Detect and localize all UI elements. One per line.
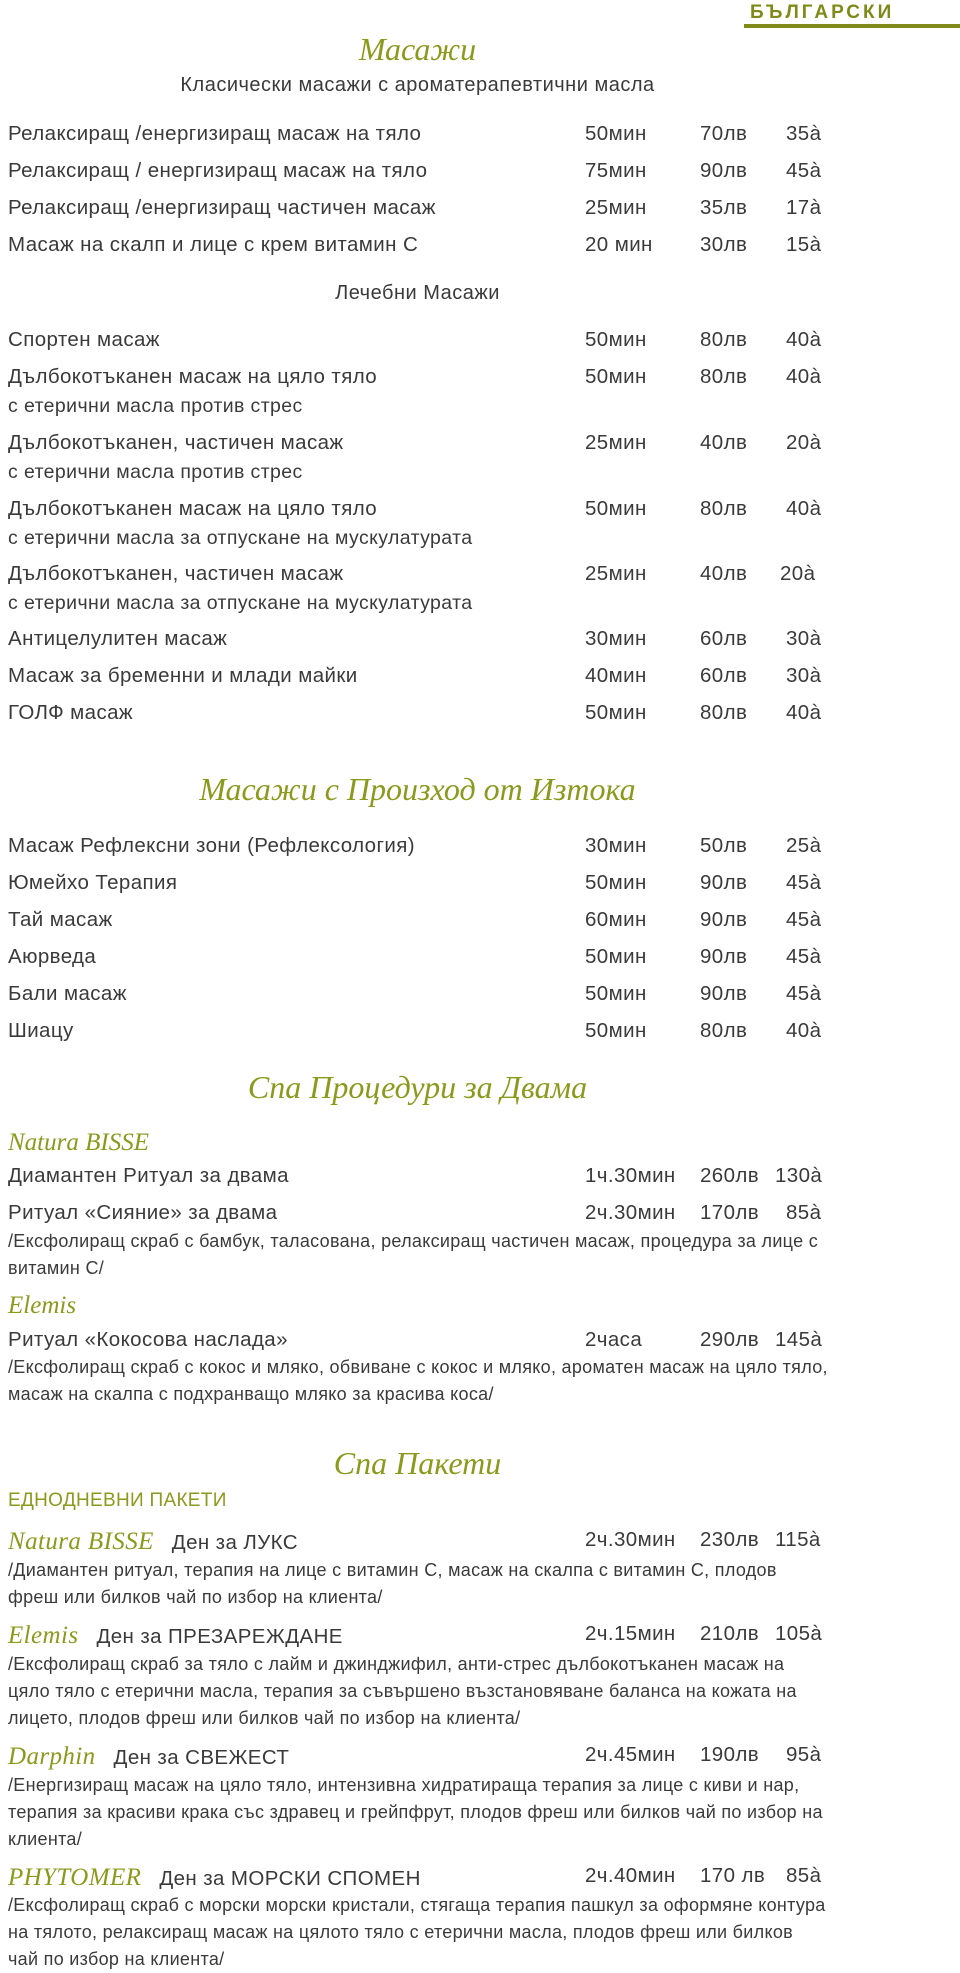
item-duration: 1ч.30мин [585, 1164, 676, 1187]
item-description: /Ексфолиращ скраб с бамбук, таласована, релаксиращ частичен масаж, процедура за лице с витамин С/ [8, 1231, 818, 1278]
item-subtext: с етерични масла за отпускане на мускулатурата [8, 592, 473, 614]
classic-subtitle: Класически масажи с ароматерапевтични масла [180, 74, 655, 96]
item-price-bgn: 60лв [700, 664, 748, 687]
item-duration: 2ч.15мин [585, 1622, 676, 1645]
item-price-eur: 45à [786, 908, 822, 931]
item-duration: 50мин [585, 945, 647, 968]
menu-row [8, 1201, 828, 1231]
packages-subtitle: ЕДНОДНЕВНИ ПАКЕТИ [8, 1490, 227, 1511]
menu-row [8, 196, 828, 226]
package-description: /Енергизиращ масаж на цяло тяло, интензивна хидратираща терапия за лице с киви и нар, терапия за красиви крака със здравец и грейпфрут, плодов фреш или билков чай по избор на клиента/ [8, 1775, 823, 1849]
item-price-bgn: 40лв [700, 431, 748, 454]
package-brand: Natura BISSE [8, 1528, 154, 1555]
item-name: Спортен масаж [8, 328, 160, 351]
item-duration: 25мин [585, 562, 647, 585]
package-row [8, 1622, 828, 1652]
package-description: /Ексфолиращ скраб за тяло с лайм и джинджифил, анти-стрес дълбокотъканен масаж на цяло тяло с етерични масла, терапия за съвършено възстановяване баланса на кожата на лицето, плодов фреш или билков чай по избор на клиента/ [8, 1654, 797, 1728]
item-name: Бали масаж [8, 982, 127, 1005]
item-name: Ритуал «Кокосова наслада» [8, 1328, 288, 1351]
package-row [8, 1743, 828, 1773]
item-price-eur: 30à [786, 627, 822, 650]
section-title-couples: Спа Процедури за Двама [247, 1069, 588, 1105]
item-duration: 20 мин [585, 233, 653, 256]
item-price-bgn: 80лв [700, 701, 748, 724]
menu-row [8, 834, 828, 864]
item-name: Дълбокотъканен масаж на цяло тяло [8, 497, 378, 520]
item-name: Ритуал «Сияние» за двама [8, 1201, 278, 1224]
language-label[interactable]: БЪЛГАРСКИ [744, 2, 960, 28]
therapeutic-subtitle: Лечебни Масажи [335, 282, 500, 304]
item-name: Релаксиращ /енергизиращ масаж на тяло [8, 122, 422, 145]
menu-row [8, 945, 828, 975]
item-price-bgn: 230лв [700, 1528, 760, 1551]
menu-row [8, 664, 828, 694]
item-price-eur: 40à [786, 365, 822, 388]
item-price-bgn: 35лв [700, 196, 748, 219]
menu-row [8, 431, 828, 461]
package-brand: PHYTOMER [8, 1864, 142, 1891]
item-name: Антицелулитен масаж [8, 627, 228, 650]
package-name: Ден за ПРЕЗАРЕЖДАНЕ [96, 1625, 343, 1648]
item-duration: 30мин [585, 627, 647, 650]
item-name: Масаж за бременни и млади майки [8, 664, 358, 687]
item-name: Релаксиращ / енергизиращ масаж на тяло [8, 159, 428, 182]
item-name: Масаж Рефлексни зони (Рефлексология) [8, 834, 415, 857]
item-price-bgn: 40лв [700, 562, 748, 585]
brand-elemis: Elemis [8, 1292, 77, 1319]
menu-row [8, 908, 828, 938]
item-name: Аюрведа [8, 945, 97, 968]
item-price-bgn: 90лв [700, 871, 748, 894]
item-duration: 50мин [585, 365, 647, 388]
brand-natura-bisse: Natura BISSE [8, 1129, 149, 1156]
item-subtext: с етерични масла против стрес [8, 461, 303, 483]
menu-row [8, 1019, 828, 1049]
item-price-eur: 105à [775, 1622, 823, 1645]
item-subtext: с етерични масла за отпускане на мускулатурата [8, 527, 473, 549]
package-row [8, 1864, 828, 1894]
item-duration: 25мин [585, 431, 647, 454]
item-duration: 2ч.40мин [585, 1864, 676, 1887]
item-duration: 50мин [585, 122, 647, 145]
item-name: Диамантен Ритуал за двама [8, 1164, 289, 1187]
item-duration: 30мин [585, 834, 647, 857]
item-duration: 2ч.30мин [585, 1528, 676, 1551]
item-price-bgn: 290лв [700, 1328, 760, 1351]
item-name: Дълбокотъканен, частичен масаж [8, 431, 344, 454]
item-duration: 40мин [585, 664, 647, 687]
item-price-bgn: 190лв [700, 1743, 760, 1766]
item-price-eur: 95à [786, 1743, 822, 1766]
item-name: Юмейхо Терапия [8, 871, 178, 894]
item-price-eur: 40à [786, 497, 822, 520]
item-name: Дълбокотъканен масаж на цяло тяло [8, 365, 378, 388]
section-title-eastern: Масажи с Произход от Изтока [199, 771, 636, 807]
item-price-eur: 40à [786, 328, 822, 351]
item-price-bgn: 90лв [700, 945, 748, 968]
item-price-bgn: 30лв [700, 233, 748, 256]
package-name: Ден за СВЕЖЕСТ [113, 1746, 290, 1769]
item-price-eur: 85à [786, 1864, 822, 1887]
item-name: Масаж на скалп и лице с крем витамин С [8, 233, 419, 256]
item-name: Шиацу [8, 1019, 74, 1042]
item-duration: 2ч.30мин [585, 1201, 676, 1224]
item-name: Релаксиращ /енергизиращ частичен масаж [8, 196, 436, 219]
package-row [8, 1528, 828, 1558]
item-price-eur: 85à [786, 1201, 822, 1224]
menu-row [8, 233, 828, 263]
item-price-bgn: 80лв [700, 497, 748, 520]
item-name: Тай масаж [8, 908, 113, 931]
item-price-bgn: 90лв [700, 159, 748, 182]
menu-row [8, 497, 828, 527]
item-price-bgn: 70лв [700, 122, 748, 145]
item-price-bgn: 80лв [700, 328, 748, 351]
item-name: ГОЛФ масаж [8, 701, 134, 724]
item-price-eur: 40à [786, 1019, 822, 1042]
menu-row [8, 365, 828, 395]
item-price-eur: 45à [786, 945, 822, 968]
item-price-bgn: 50лв [700, 834, 748, 857]
item-price-eur: 20à [786, 431, 822, 454]
item-price-bgn: 60лв [700, 627, 748, 650]
item-price-bgn: 170 лв [700, 1864, 766, 1887]
menu-row [8, 159, 828, 189]
item-price-eur: 15à [786, 233, 822, 256]
item-description: /Ексфолиращ скраб с кокос и мляко, обвиване с кокос и мляко, ароматен масаж на цяло тяло, масаж на скалпа с подхранващо мляко за красива коса/ [8, 1357, 828, 1404]
item-duration: 50мин [585, 497, 647, 520]
item-duration: 50мин [585, 871, 647, 894]
item-duration: 50мин [585, 982, 647, 1005]
package-brand: Darphin [8, 1743, 96, 1770]
menu-row [8, 627, 828, 657]
item-price-eur: 30à [786, 664, 822, 687]
menu-row [8, 562, 828, 592]
menu-row [8, 982, 828, 1012]
item-price-bgn: 90лв [700, 982, 748, 1005]
menu-row [8, 122, 828, 152]
menu-row [8, 1164, 828, 1194]
menu-row [8, 871, 828, 901]
item-duration: 2ч.45мин [585, 1743, 676, 1766]
package-brand: Elemis [8, 1622, 79, 1649]
item-price-bgn: 210лв [700, 1622, 760, 1645]
item-subtext: с етерични масла против стрес [8, 395, 303, 417]
item-price-bgn: 260лв [700, 1164, 760, 1187]
item-price-eur: 20à [780, 562, 816, 585]
package-name: Ден за ЛУКС [171, 1531, 298, 1554]
item-price-eur: 35à [786, 122, 822, 145]
package-description: /Ексфолиращ скраб с морски морски кристали, стягаща терапия пашкул за оформяне контура на тялото, релаксиращ масаж на цялото тяло с етерични масла, плодов фреш или билков чай по избор на клиента/ [8, 1895, 826, 1969]
package-name: Ден за МОРСКИ СПОМЕН [159, 1867, 421, 1890]
menu-row [8, 701, 828, 731]
item-price-eur: 145à [775, 1328, 823, 1351]
section-title-massages: Масажи [358, 31, 477, 67]
item-price-bgn: 80лв [700, 365, 748, 388]
item-duration: 2часа [585, 1328, 643, 1351]
item-price-eur: 17à [786, 196, 822, 219]
item-price-eur: 130à [775, 1164, 823, 1187]
item-price-eur: 45à [786, 159, 822, 182]
section-title-packages: Спа Пакети [333, 1445, 502, 1481]
item-price-eur: 115à [775, 1528, 821, 1551]
item-duration: 50мин [585, 328, 647, 351]
package-description: /Диамантен ритуал, терапия на лице с витамин С, масаж на скалпа с витамин С, плодов фреш или билков чай по избор на клиента/ [8, 1560, 777, 1607]
item-duration: 60мин [585, 908, 647, 931]
item-price-bgn: 90лв [700, 908, 748, 931]
item-price-bgn: 80лв [700, 1019, 748, 1042]
item-duration: 75мин [585, 159, 647, 182]
item-price-eur: 45à [786, 871, 822, 894]
item-price-bgn: 170лв [700, 1201, 760, 1224]
item-price-eur: 40à [786, 701, 822, 724]
item-duration: 50мин [585, 1019, 647, 1042]
item-price-eur: 25à [786, 834, 822, 857]
item-duration: 50мин [585, 701, 647, 724]
item-name: Дълбокотъканен, частичен масаж [8, 562, 344, 585]
item-duration: 25мин [585, 196, 647, 219]
menu-row [8, 328, 828, 358]
item-price-eur: 45à [786, 982, 822, 1005]
